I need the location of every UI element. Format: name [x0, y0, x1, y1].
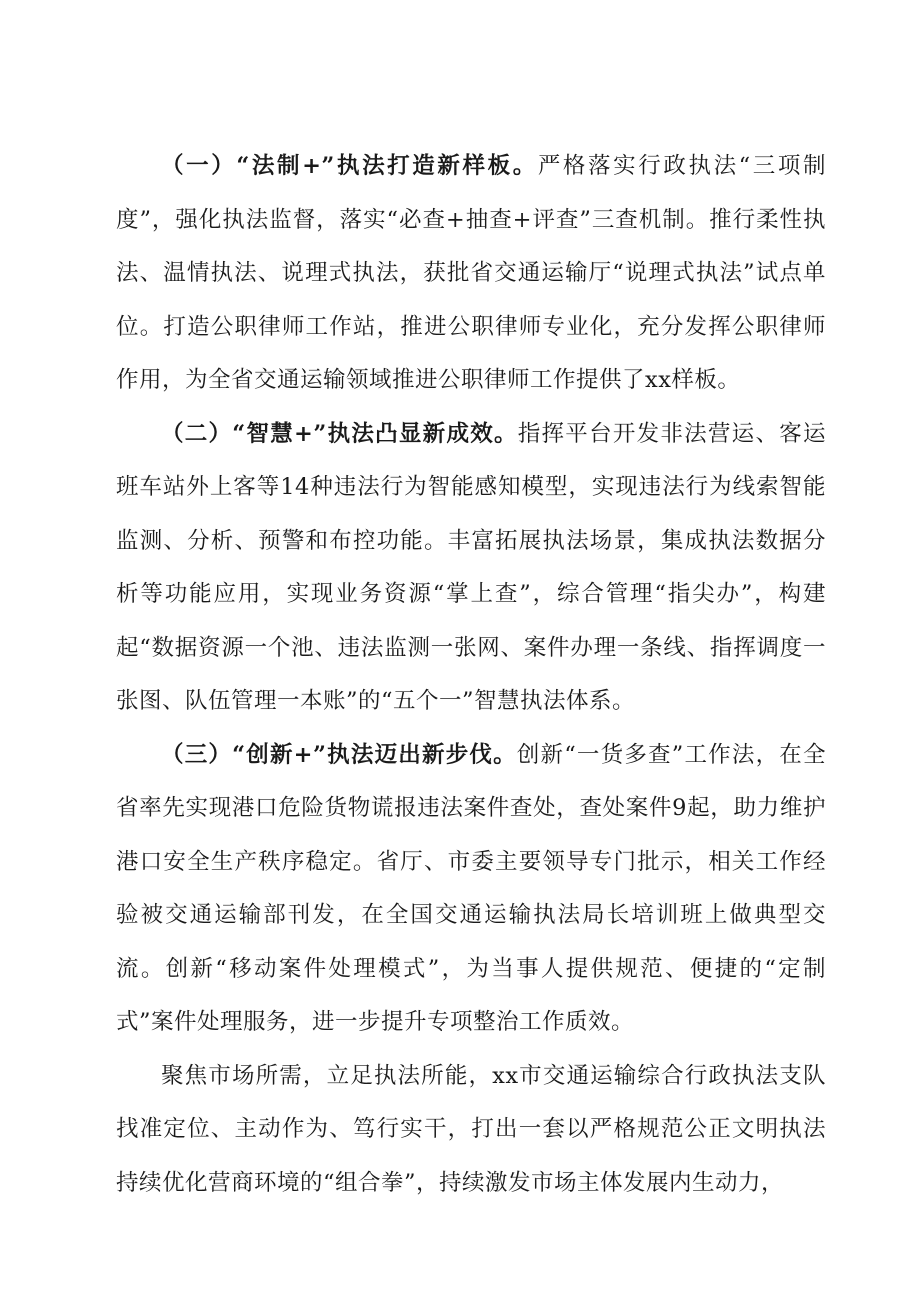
paragraph-4 [116, 1050, 826, 1211]
section-heading-3: （三）“创新+”执法迈出新步伐。 [161, 741, 517, 768]
paragraph-3 [116, 729, 826, 1050]
paragraph-text-1: 严格落实行政执法“三项制度”，强化执法监督，落实“必查+抽查+评查”三查机制。推行柔性执法、温情执法、说理式执法，获批省交通运输厅“说理式执法”试点单位。打造公职律师工作站，推进公职律师专业化，充分发挥公职律师作用，为全省交通运输领域推进公职律师工作提供了xx样板。 [116, 153, 826, 393]
paragraph-text-3: 创新“一货多查”工作法，在全省率先实现港口危险货物谎报违法案件查处，查处案件9起，助力维护港口安全生产秩序稳定。省厅、市委主要领导专门批示，相关工作经验被交通运输部刊发，在全国交通运输执法局长培训班上做典型交流。创新“移动案件处理模式”，为当事人提供规范、便捷的“定制式”案件处理服务，进一步提升专项整治工作质效。 [116, 741, 826, 1035]
paragraph-1 [116, 140, 826, 408]
section-heading-2: （二）“智慧+”执法凸显新成效。 [161, 420, 518, 447]
paragraph-2 [116, 408, 826, 729]
paragraph-text-4: 聚焦市场所需，立足执法所能，xx市交通运输综合行政执法支队找准定位、主动作为、笃行实干，打出一套以严格规范公正文明执法持续优化营商环境的“组合拳”，持续激发市场主体发展内生动力， [116, 1062, 826, 1196]
paragraph-text-2: 指挥平台开发非法营运、客运班车站外上客等14种违法行为智能感知模型，实现违法行为线索智能监测、分析、预警和布控功能。丰富拓展执法场景，集成执法数据分析等功能应用，实现业务资源“掌上查”，综合管理“指尖办”，构建起“数据资源一个池、违法监测一张网、案件办理一条线、指挥调度一张图、队伍管理一本账”的“五个一”智慧执法体系。 [116, 420, 826, 714]
document-body [116, 140, 826, 1210]
section-heading-1: （一）“法制+”执法打造新样板。 [161, 153, 538, 179]
